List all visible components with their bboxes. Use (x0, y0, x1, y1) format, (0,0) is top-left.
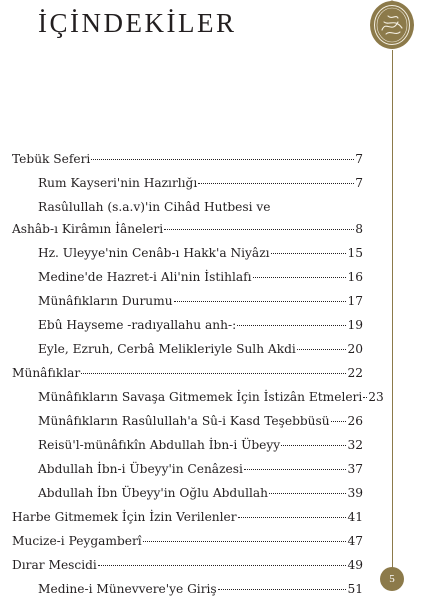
toc-entry-page: 26 (347, 414, 363, 428)
toc-entry-page: 23 (368, 390, 384, 404)
dot-leader (244, 469, 347, 470)
toc-entry-page: 51 (347, 582, 363, 596)
dot-leader (81, 373, 346, 374)
toc-entry-page: 7 (355, 176, 363, 190)
toc-entry-title-line1[interactable]: Rasûlullah (s.a.v)'in Cihâd Hutbesi ve (38, 200, 271, 214)
toc-entry-page: 47 (347, 534, 363, 548)
toc-entry[interactable] (38, 483, 363, 503)
toc-entry-title: Münâfıkların Savaşa Gitmemek İçin İstizân Etmeleri (38, 390, 363, 404)
toc-entry-title: Reisü'l-münâfıkîn Abdullah İbn-i Übeyy (38, 438, 281, 452)
toc-entry-title: Münâfıklar (12, 366, 81, 380)
toc-entry-title: Münâfıkların Rasûlullah'a Sû-i Kasd Teşebbüsü (38, 414, 330, 428)
toc-entry[interactable] (12, 219, 363, 239)
toc-entry[interactable] (38, 315, 363, 335)
toc-entry[interactable] (38, 267, 363, 287)
toc-entry[interactable] (38, 291, 363, 311)
toc-entry[interactable] (38, 579, 363, 599)
toc-entry-page: 16 (347, 270, 363, 284)
toc-entry-page: 7 (355, 152, 363, 166)
toc-entry-title: Hz. Uleyye'nin Cenâb-ı Hakk'a Niyâzı (38, 246, 270, 260)
toc-entry[interactable] (38, 173, 363, 193)
toc-entry-page: 15 (347, 246, 363, 260)
toc-entry[interactable] (12, 363, 363, 383)
page-number-badge: 5 (380, 567, 404, 591)
toc-entry-title: Abdullah İbn-i Übeyy'in Cenâzesi (38, 462, 243, 476)
toc-entry-title: Eyle, Ezruh, Cerbâ Melikleriyle Sulh Akdi (38, 342, 296, 356)
dot-leader (174, 301, 347, 302)
toc-entry-title: Medine'de Hazret-i Ali'nin İstihlafı (38, 270, 252, 284)
toc-entry-page: 32 (347, 438, 363, 452)
dot-leader (98, 565, 347, 566)
toc-entry[interactable] (12, 507, 363, 527)
toc-entry-title: Tebük Seferi (12, 152, 91, 166)
toc-entry[interactable] (38, 411, 363, 431)
toc-entry-title: Münâfıkların Durumu (38, 294, 173, 308)
toc-entry-page: 8 (355, 222, 363, 236)
toc-entry-title: Ashâb-ı Kirâmın İâneleri (12, 222, 164, 236)
dot-leader (91, 159, 354, 160)
toc-entry[interactable] (38, 243, 363, 263)
dot-leader (164, 229, 354, 230)
toc-entry-title: Rum Kayseri'nin Hazırlığı (38, 176, 198, 190)
toc-entry[interactable] (38, 435, 363, 455)
toc-entry[interactable] (12, 555, 363, 575)
toc-entry-title: Harbe Gitmemek İçin İzin Verilenler (12, 510, 237, 524)
dot-leader (271, 253, 347, 254)
dot-leader (143, 541, 347, 542)
toc-entry-page: 37 (347, 462, 363, 476)
dot-leader (297, 349, 347, 350)
dot-leader (363, 397, 367, 398)
dot-leader (238, 517, 347, 518)
dot-leader (198, 183, 354, 184)
dot-leader (237, 325, 346, 326)
dot-leader (281, 445, 346, 446)
toc-entry-page: 41 (347, 510, 363, 524)
toc-entry-title: Dırar Mescidi (12, 558, 97, 572)
toc-entry-title: Abdullah İbn Übeyy'in Oğlu Abdullah (38, 486, 268, 500)
toc-entry-page: 20 (347, 342, 363, 356)
toc-entry-page: 19 (347, 318, 363, 332)
dot-leader (218, 589, 347, 590)
toc-entry[interactable] (38, 387, 384, 407)
toc-entry-page: 22 (347, 366, 363, 380)
dot-leader (253, 277, 347, 278)
toc-entry-title: Medine-i Münevvere'ye Giriş (38, 582, 217, 596)
toc-entry-page: 39 (347, 486, 363, 500)
toc-entry-page: 49 (347, 558, 363, 572)
toc-entry-page: 17 (347, 294, 363, 308)
toc-entry-title: Ebû Hayseme -radıyallahu anh-: (38, 318, 237, 332)
toc-entry[interactable] (12, 531, 363, 551)
page-title: İÇİNDEKİLER (38, 8, 237, 38)
dot-leader (269, 493, 346, 494)
dot-leader (331, 421, 347, 422)
toc-entry-title: Mucize-i Peygamberî (12, 534, 142, 548)
toc-entry[interactable] (12, 149, 363, 169)
toc-entry[interactable] (38, 339, 363, 359)
toc-entry[interactable] (38, 459, 363, 479)
